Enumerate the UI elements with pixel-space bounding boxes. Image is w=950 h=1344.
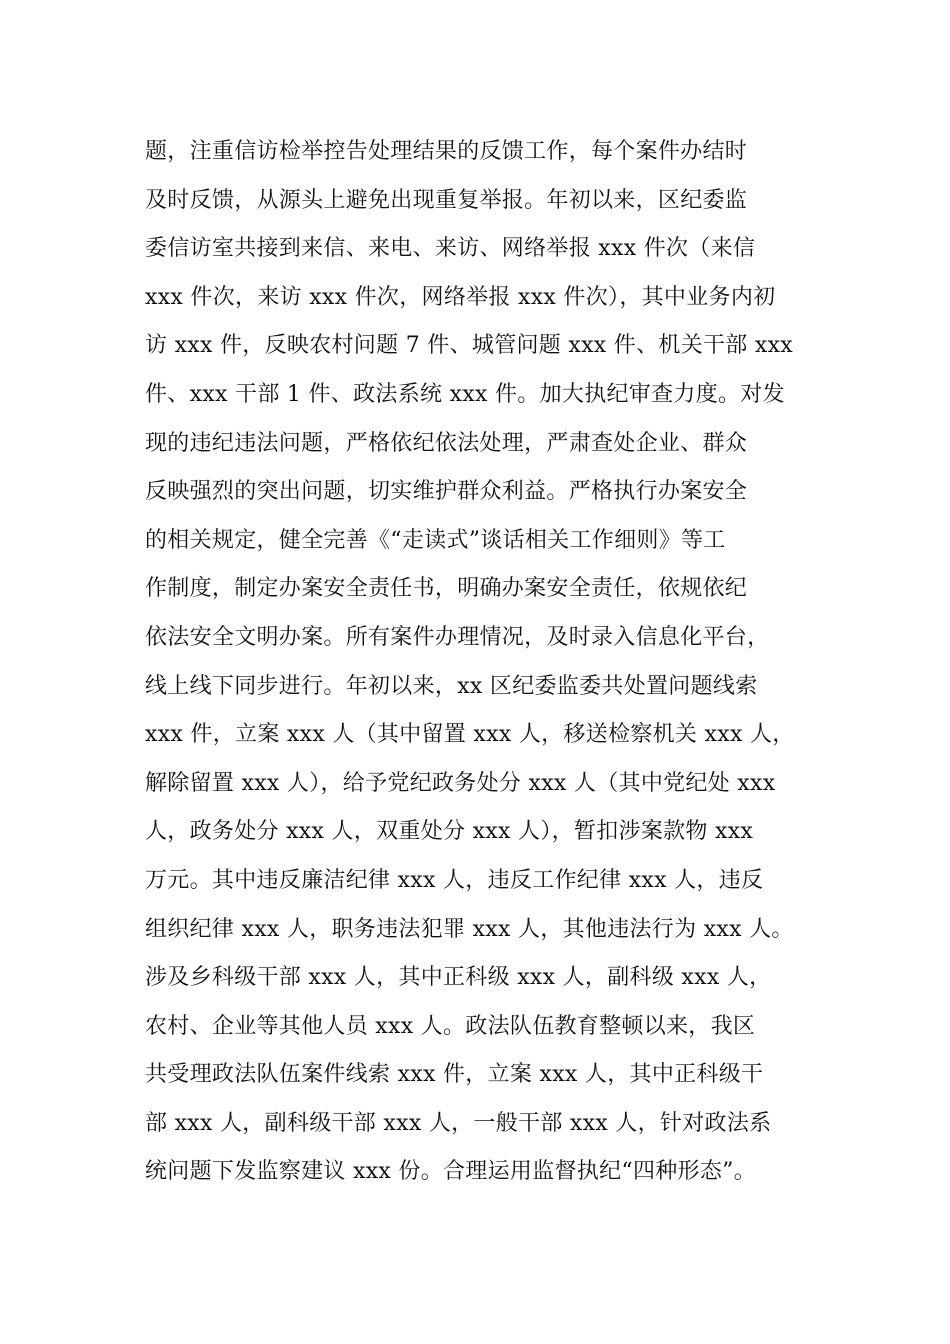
text-line: 部 xxx 人，副科级干部 xxx 人，一般干部 xxx 人，针对政法系 [145, 1110, 772, 1136]
text-line: 反映强烈的突出问题，切实维护群众利益。严格执行办案安全 [145, 479, 748, 505]
text-line: 人，政务处分 xxx 人，双重处分 xxx 人），暂扣涉案款物 xxx [145, 819, 754, 845]
text-line: 的相关规定，健全完善《“走读式”谈话相关工作细则》等工 [145, 527, 726, 553]
text-line: 农村、企业等其他人员 xxx 人。政法队伍教育整顿以来，我区 [145, 1013, 756, 1039]
text-line: 作制度，制定办案安全责任书，明确办案安全责任，依规依纪 [145, 576, 748, 602]
text-line: 依法安全文明办案。所有案件办理情况，及时录入信息化平台， [145, 624, 770, 650]
text-line: 共受理政法队伍案件线索 xxx 件，立案 xxx 人，其中正科级干 [145, 1062, 764, 1088]
text-line: 件、xxx 干部 1 件、政法系统 xxx 件。加大执纪审查力度。对发 [145, 381, 785, 407]
text-line: 涉及乡科级干部 xxx 人，其中正科级 xxx 人，副科级 xxx 人， [145, 965, 772, 991]
text-line: 组织纪律 xxx 人，职务违法犯罪 xxx 人，其他违法行为 xxx 人。 [145, 916, 794, 942]
text-line: 题，注重信访检举控告处理结果的反馈工作，每个案件办结时 [145, 139, 748, 164]
text-line: 访 xxx 件，反映农村问题 7 件、城管问题 xxx 件、机关干部 xxx [145, 333, 794, 359]
text-line: 现的违纪违法问题，严格依纪依法处理，严肃查处企业、群众 [145, 430, 748, 456]
text-line: xxx 件，立案 xxx 人（其中留置 xxx 人，移送检察机关 xxx 人， [145, 722, 795, 748]
text-line: 线上线下同步进行。年初以来，xx 区纪委监委共处置问题线索 [145, 673, 758, 699]
text-line: 委信访室共接到来信、来电、来访、网络举报 xxx 件次（来信 [145, 236, 756, 262]
text-line: 及时反馈，从源头上避免出现重复举报。年初以来，区纪委监 [145, 187, 748, 213]
text-line: 统问题下发监察建议 xxx 份。合理运用监督执纪“四种形态”。 [145, 1159, 757, 1185]
text-line: xxx 件次，来访 xxx 件次，网络举报 xxx 件次），其中业务内初 [145, 284, 776, 310]
body-paragraph [145, 128, 810, 1197]
text-line: 解除留置 xxx 人），给予党纪政务处分 xxx 人（其中党纪处 xxx [145, 770, 776, 796]
text-line: 万元。其中违反廉洁纪律 xxx 人，违反工作纪律 xxx 人，违反 [145, 867, 764, 893]
